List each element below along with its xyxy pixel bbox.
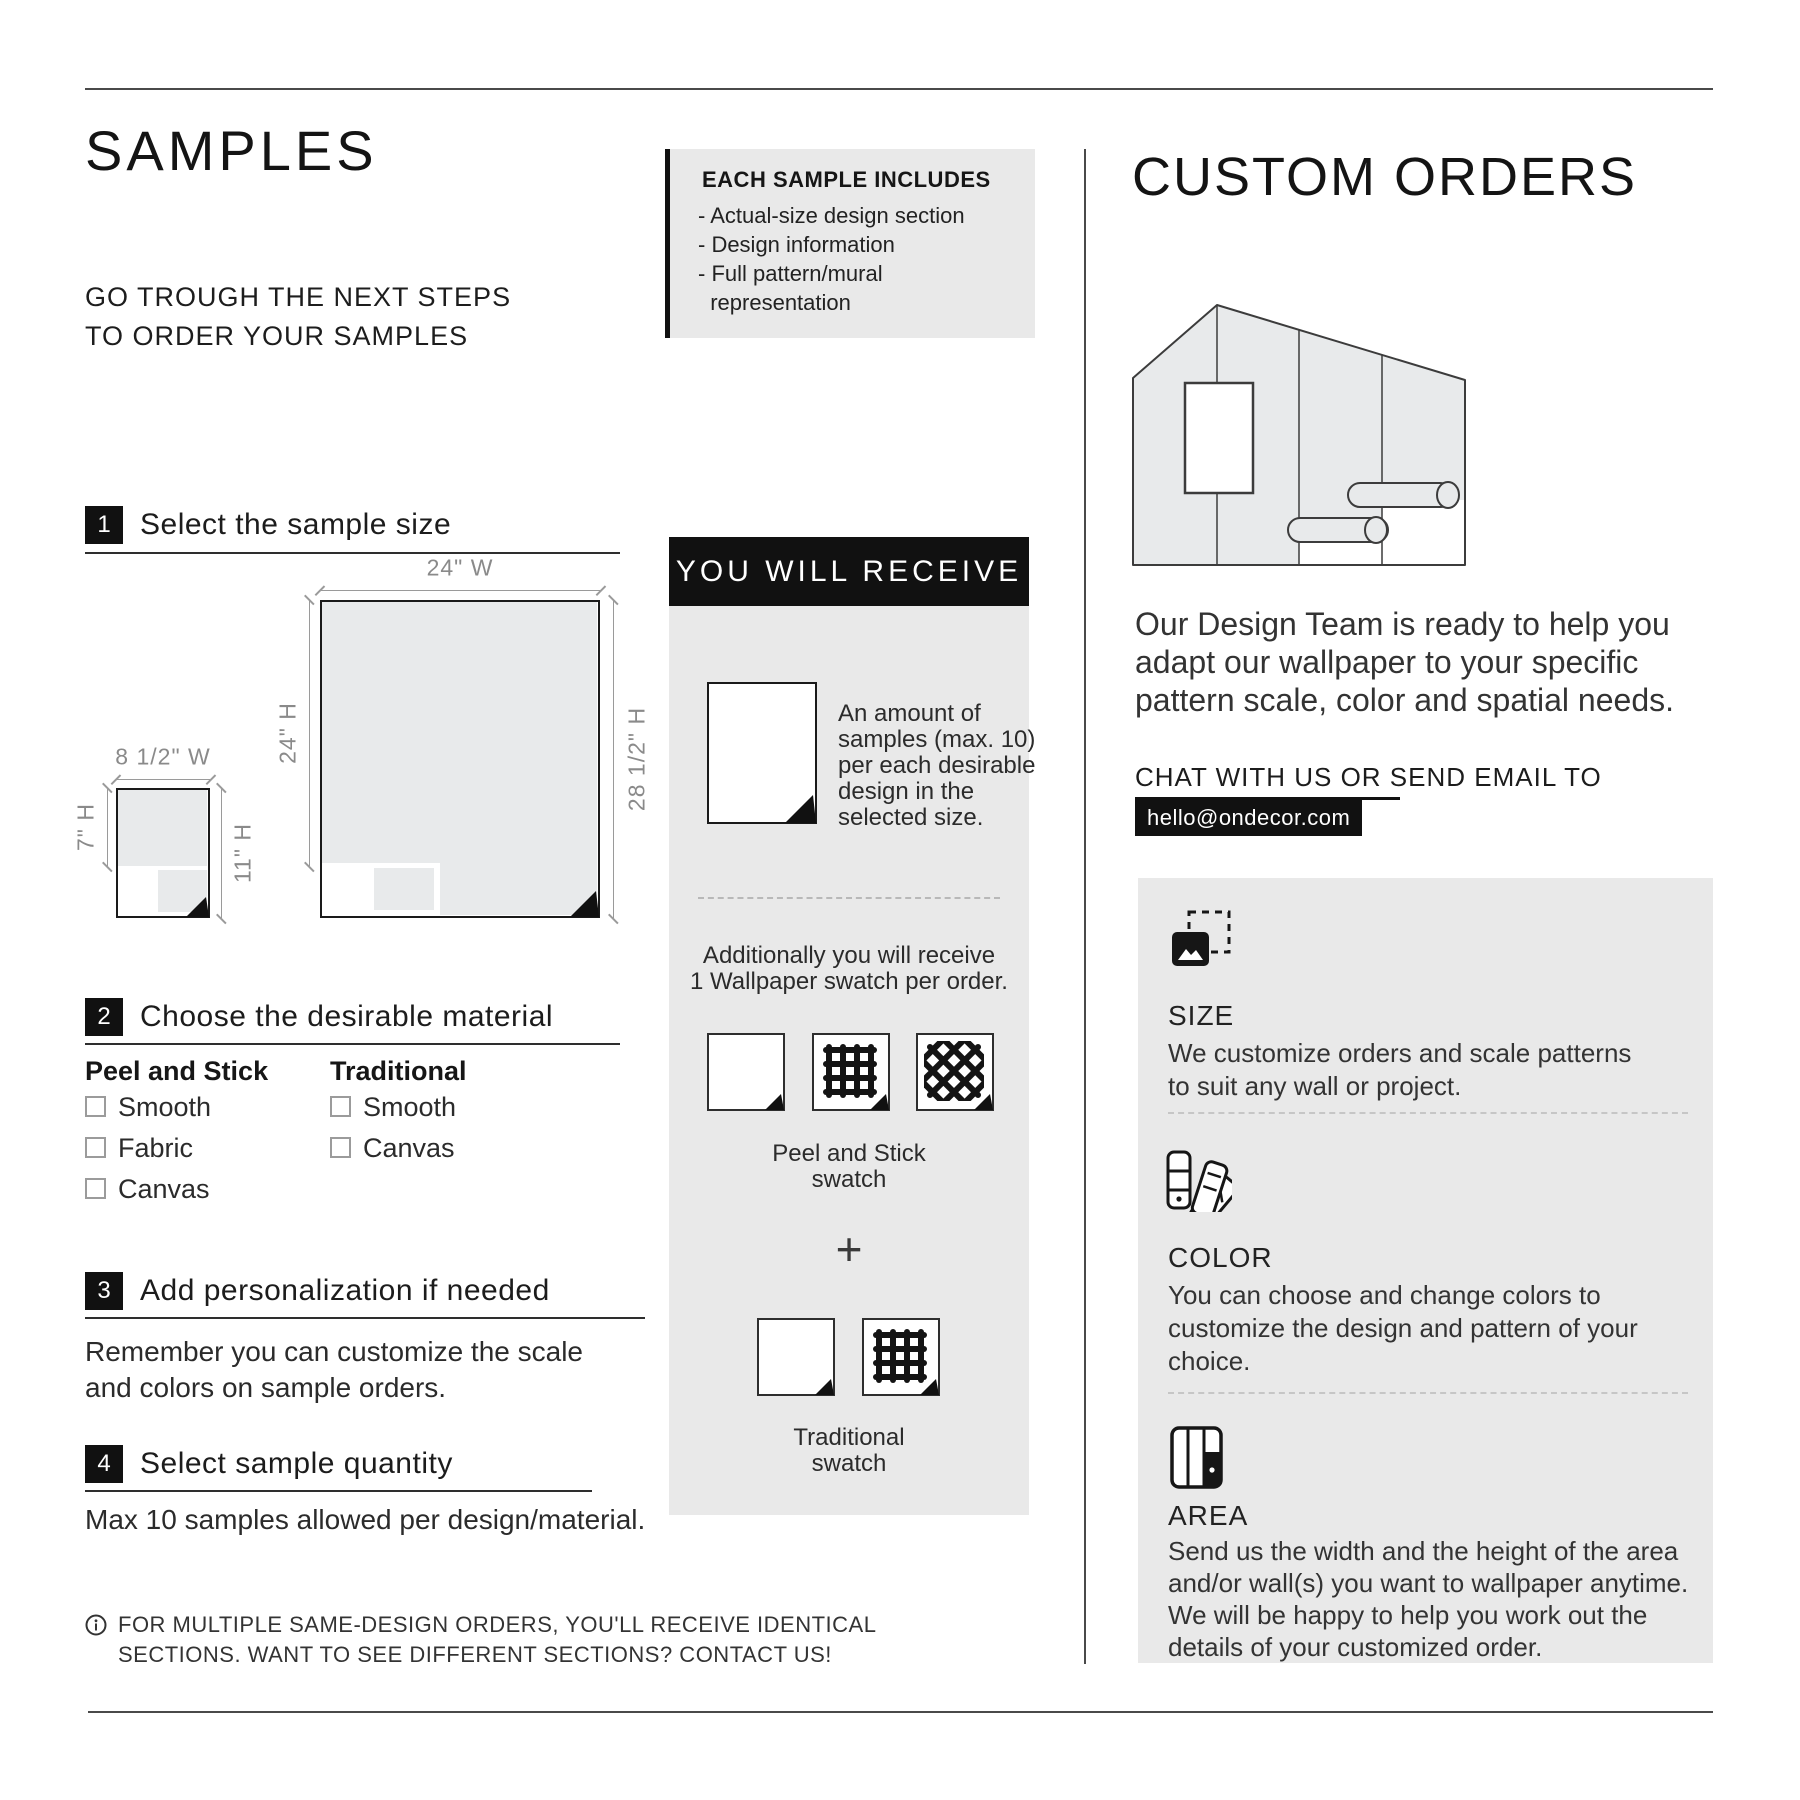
large-left-dim-line — [309, 600, 310, 866]
step-3-number: 3 — [85, 1272, 123, 1310]
receive-item-line: selected size. — [838, 804, 984, 831]
includes-item: representation — [698, 290, 851, 315]
small-width-dim-line — [116, 779, 210, 780]
samples-subtitle-line2: TO ORDER YOUR SAMPLES — [85, 321, 469, 351]
top-rule — [85, 88, 1713, 90]
color-icon — [1166, 1150, 1232, 1212]
feature-color-title: COLOR — [1168, 1242, 1273, 1273]
swatch-folded-corner — [870, 1091, 889, 1110]
checkbox-label: Fabric — [118, 1133, 194, 1163]
additional-line2: 1 Wallpaper swatch per order. — [690, 968, 1008, 995]
large-right-dim-line — [613, 600, 614, 918]
small-sample-folded-corner — [186, 894, 209, 917]
samples-subtitle-line1: GO TROUGH THE NEXT STEPS — [85, 282, 512, 312]
large-left-height-label: 24" H — [274, 702, 301, 764]
large-sample-thumbnail — [374, 868, 434, 910]
email-address[interactable]: hello@ondecor.com — [1135, 800, 1362, 836]
house-window — [1185, 383, 1253, 493]
step-3-body-line1: Remember you can customize the scale — [85, 1336, 583, 1367]
checkbox-trad-smooth[interactable] — [330, 1096, 351, 1117]
feature-color-line2: customize the design and pattern of your — [1168, 1313, 1638, 1343]
checkbox-peel-canvas[interactable] — [85, 1178, 106, 1199]
includes-item: - Design information — [698, 232, 895, 257]
step-1-label: Select the sample size — [140, 508, 452, 541]
step-3-label: Add personalization if needed — [140, 1274, 550, 1307]
bottom-rule — [88, 1711, 1713, 1713]
receive-item-line: per each desirable — [838, 752, 1036, 779]
feature-area-title: AREA — [1168, 1500, 1249, 1531]
small-sample-design-area — [118, 790, 207, 866]
receive-item-line: samples (max. 10) — [838, 726, 1036, 753]
crosshatch-swatch — [916, 1033, 994, 1111]
plain-swatch — [757, 1318, 835, 1396]
large-sample-folded-corner — [570, 888, 599, 917]
peel-swatch-label-line2: swatch — [811, 1166, 887, 1193]
checkbox-label: Canvas — [118, 1174, 210, 1204]
swatch-folded-corner — [974, 1091, 993, 1110]
plus-sign: + — [835, 1223, 863, 1275]
peel-swatch-label-line1: Peel and Stick — [772, 1140, 926, 1167]
each-sample-includes-box — [665, 149, 1035, 338]
note-line2: SECTIONS. WANT TO SEE DIFFERENT SECTIONS? CONTACT US! — [118, 1642, 832, 1667]
large-right-height-label: 28 1/2" H — [623, 706, 650, 812]
grid-swatch — [862, 1318, 940, 1396]
grid-swatch — [812, 1033, 890, 1111]
additional-line1: Additionally you will receive — [702, 942, 996, 969]
wallpaper-roll-lower — [1288, 517, 1388, 543]
chat-with-us-label: CHAT WITH US OR SEND EMAIL TO — [1135, 762, 1602, 792]
custom-intro-line2: adapt our wallpaper to your specific — [1135, 644, 1639, 680]
feature-color-line3: choice. — [1168, 1346, 1251, 1376]
step-4-body: Max 10 samples allowed per design/material. — [85, 1504, 646, 1535]
checkbox-peel-fabric[interactable] — [85, 1137, 106, 1158]
panel-divider — [1168, 1392, 1688, 1394]
checkbox-label: Smooth — [363, 1092, 457, 1122]
feature-size-title: SIZE — [1168, 1000, 1235, 1031]
large-width-label: 24" W — [426, 554, 494, 581]
traditional-swatch-label-line2: swatch — [811, 1450, 887, 1477]
small-width-label: 8 1/2" W — [115, 743, 211, 770]
feature-size-line2: to suit any wall or project. — [1168, 1071, 1462, 1101]
wallpaper-roll-upper — [1348, 482, 1459, 508]
includes-title: EACH SAMPLE INCLUDES — [702, 167, 991, 192]
step-1-underline — [85, 552, 620, 554]
step-2-label: Choose the desirable material — [140, 1000, 554, 1033]
step-2-number: 2 — [85, 998, 123, 1036]
checkbox-label: Smooth — [118, 1092, 212, 1122]
includes-item: - Actual-size design section — [698, 203, 965, 228]
plain-swatch — [707, 1033, 785, 1111]
swatch-folded-corner — [920, 1376, 939, 1395]
receive-item-line: An amount of — [838, 700, 981, 727]
checkbox-peel-smooth[interactable] — [85, 1096, 106, 1117]
feature-area-line3: We will be happy to help you work out the — [1168, 1600, 1648, 1630]
info-icon — [85, 1614, 107, 1636]
custom-intro-line1: Our Design Team is ready to help you — [1135, 606, 1670, 642]
receive-divider — [698, 897, 1000, 899]
large-sample-sheet — [320, 600, 600, 918]
swatch-folded-corner — [765, 1091, 784, 1110]
you-will-receive-header — [669, 537, 1029, 606]
custom-orders-title: CUSTOM ORDERS — [1132, 147, 1638, 207]
sample-sheet-icon — [707, 682, 817, 824]
samples-title: SAMPLES — [85, 119, 378, 182]
checkbox-label: Canvas — [363, 1133, 455, 1163]
feature-area-line2: and/or wall(s) you want to wallpaper anytime. — [1168, 1568, 1689, 1598]
sheet-folded-corner — [785, 792, 816, 823]
small-right-dim-line — [221, 788, 222, 918]
step-4-label: Select sample quantity — [140, 1447, 453, 1480]
note-line1: FOR MULTIPLE SAME-DESIGN ORDERS, YOU'LL RECEIVE IDENTICAL — [118, 1612, 877, 1637]
house-wallpaper-illustration — [1127, 300, 1467, 570]
feature-area-line1: Send us the width and the height of the area — [1168, 1536, 1679, 1566]
step-3-body-line2: and colors on sample orders. — [85, 1372, 447, 1403]
feature-area-line4: details of your customized order. — [1168, 1632, 1543, 1662]
step-4-underline — [85, 1490, 592, 1492]
includes-item: - Full pattern/mural — [698, 261, 883, 286]
material-col-peel-title: Peel and Stick — [85, 1056, 269, 1086]
checkbox-trad-canvas[interactable] — [330, 1137, 351, 1158]
step-3-underline — [85, 1317, 645, 1319]
step-2-underline — [85, 1043, 620, 1045]
step-1-number: 1 — [85, 506, 123, 544]
feature-color-line1: You can choose and change colors to — [1168, 1280, 1601, 1310]
small-left-height-label: 7" H — [72, 803, 99, 851]
step-4-number: 4 — [85, 1445, 123, 1483]
large-width-dim-line — [320, 590, 600, 591]
small-left-dim-line — [107, 788, 108, 866]
you-will-receive-title: YOU WILL RECEIVE — [675, 554, 1023, 588]
column-divider — [1084, 149, 1086, 1664]
swatch-folded-corner — [815, 1376, 834, 1395]
area-icon — [1170, 1426, 1224, 1490]
material-col-traditional-title: Traditional — [330, 1056, 467, 1086]
panel-divider — [1168, 1112, 1688, 1114]
feature-size-line1: We customize orders and scale patterns — [1168, 1038, 1632, 1068]
receive-item-line: design in the — [838, 778, 975, 805]
small-sample-sheet — [116, 788, 210, 918]
custom-intro-line3: pattern scale, color and spatial needs. — [1135, 682, 1674, 718]
small-right-height-label: 11" H — [229, 822, 256, 884]
size-icon — [1170, 910, 1232, 970]
traditional-swatch-label-line1: Traditional — [793, 1424, 905, 1451]
